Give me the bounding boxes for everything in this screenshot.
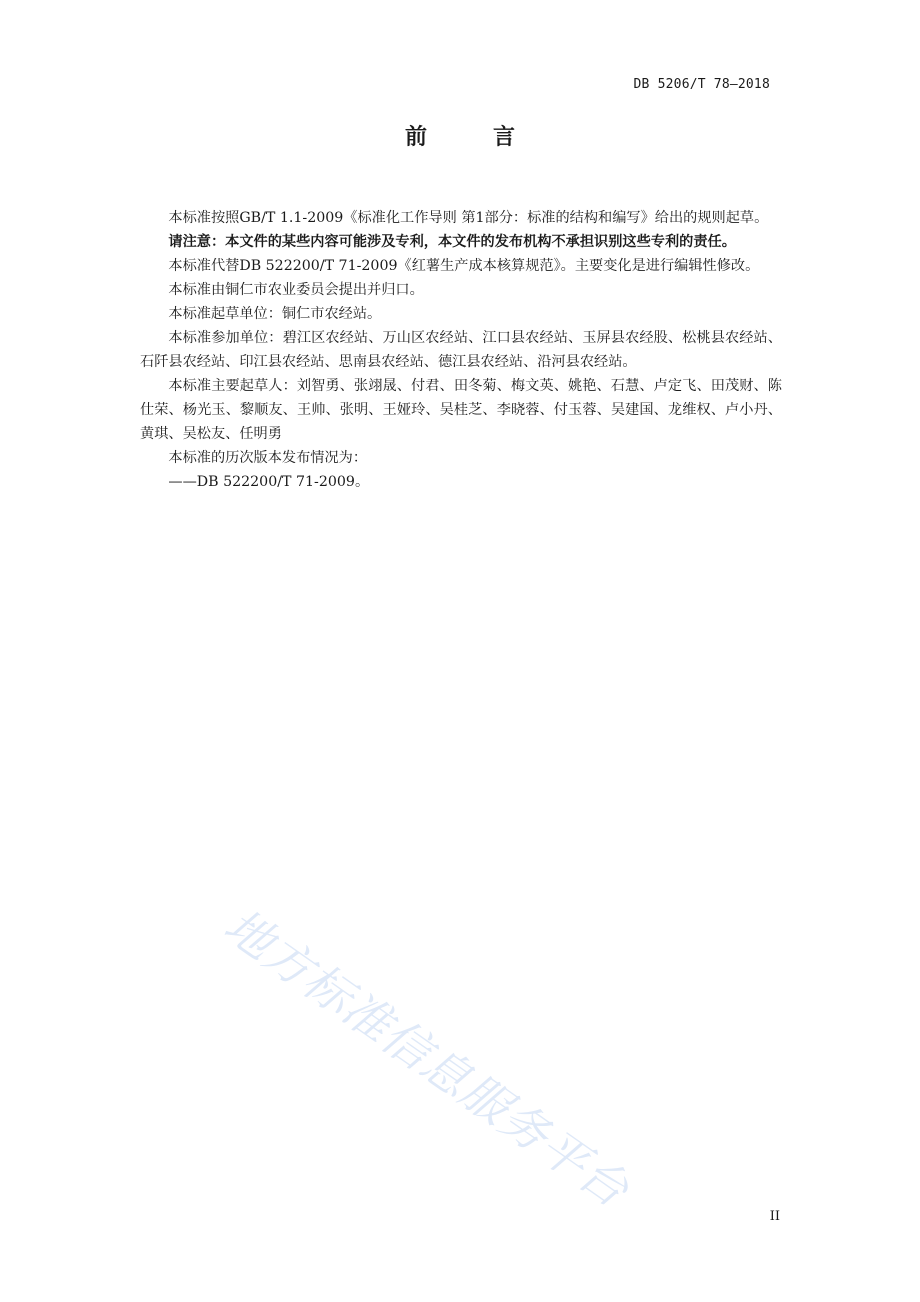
page-number: II [769,1209,780,1224]
foreword-body [140,206,782,494]
paragraph-drafting-rules: 本标准按照GB/T 1.1-2009《标准化工作导则 第1部分：标准的结构和编写》给出的规则起草。 [168,210,769,226]
paragraph-previous-version: ——DB 522200/T 71-2009。 [168,474,370,490]
paragraph-proposer: 本标准由铜仁市农业委员会提出并归口。 [168,282,424,298]
paragraph-version-history: 本标准的历次版本发布情况为： [168,450,368,466]
watermark: 地方标准信息服务平台 [213,898,639,1219]
paragraph-patent-notice: 请注意：本文件的某些内容可能涉及专利，本文件的发布机构不承担识别这些专利的责任。 [168,234,736,250]
standard-code: DB 5206/T 78—2018 [633,77,770,92]
paragraph-main-drafters: 本标准主要起草人：刘智勇、张翊晟、付君、田冬菊、梅文英、姚艳、石慧、卢定飞、田茂财、陈仕荣、杨光玉、黎顺友、王帅、张明、王娅玲、吴桂芝、李晓蓉、付玉蓉、吴建国、龙维权、卢小丹、黄琪、吴松友、任明勇 [140,378,782,442]
paragraph-replaces: 本标准代替DB 522200/T 71-2009《红薯生产成本核算规范》。主要变化是进行编辑性修改。 [168,258,760,274]
paragraph-drafting-unit: 本标准起草单位：铜仁市农经站。 [168,306,382,322]
paragraph-participating-units: 本标准参加单位：碧江区农经站、万山区农经站、江口县农经站、玉屏县农经股、松桃县农经站、石阡县农经站、印江县农经站、思南县农经站、德江县农经站、沿河县农经站。 [140,330,782,370]
page-title: 前 言 [404,125,537,150]
